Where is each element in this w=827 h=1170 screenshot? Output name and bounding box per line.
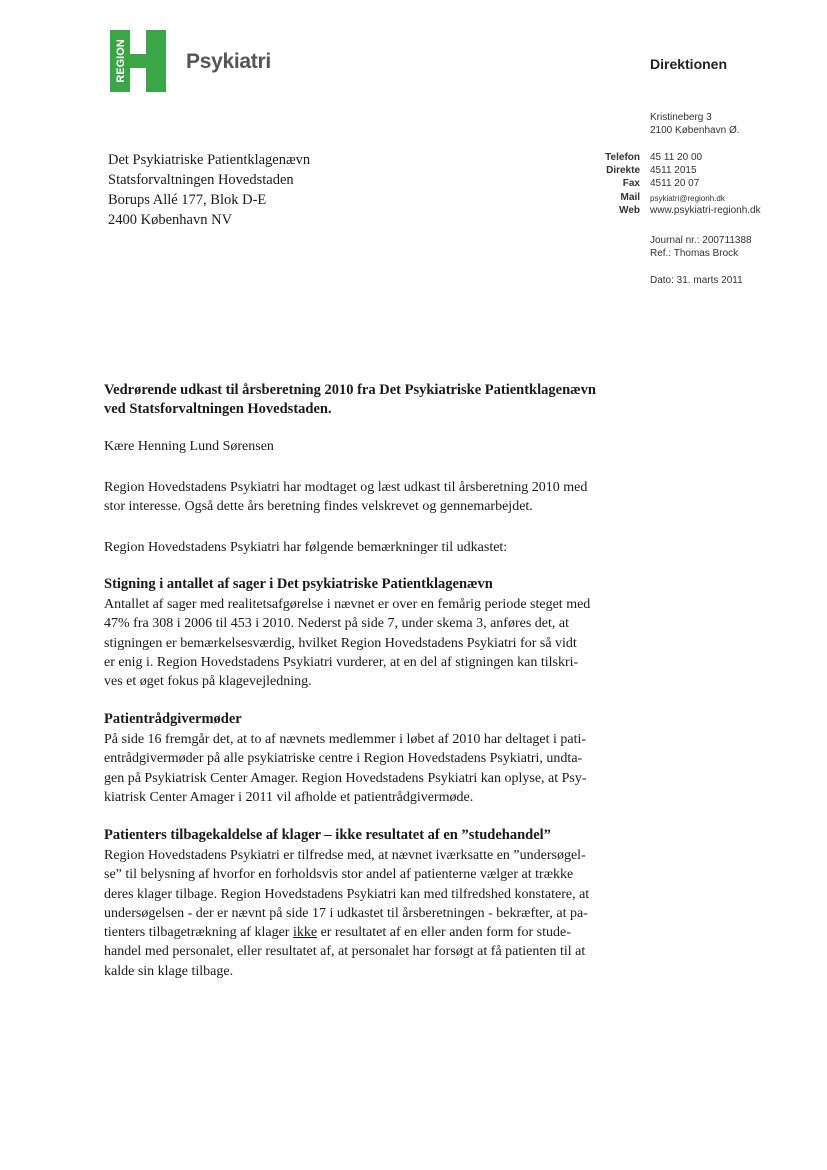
letter-date: Dato: 31. marts 2011 <box>650 275 743 286</box>
body-line: 47% fra 308 i 2006 til 453 i 2010. Nederst på side 7, under skema 3, anføres det, at <box>104 616 570 632</box>
salutation: Kære Henning Lund Sørensen <box>104 439 274 454</box>
body-line: stigningen er bemærkelsesværdig, hvilket Region Hovedstadens Psykiatri for så vidt <box>104 635 577 651</box>
body-line: undersøgelsen - der er nævnt på side 17 i udkastet til årsberetningen - bekræfter, at pa- <box>104 905 588 921</box>
journal-number: Journal nr.: 200711388 <box>650 235 752 246</box>
section-heading-meetings: Patientrådgivermøder <box>104 711 242 727</box>
recipient-address <box>108 150 310 230</box>
section-body-meetings <box>104 730 644 807</box>
contact-value-web: www.psykiatri-regionh.dk <box>650 205 761 216</box>
body-line: entrådgivermøder på alle psykiatriske centre i Region Hovedstadens Psykiatri, undta- <box>104 751 583 767</box>
body-line: Antallet af sager med realitetsafgørelse i nævnet er over en femårig periode steget med <box>104 597 591 612</box>
body-line: Region Hovedstadens Psykiatri er tilfredse med, at nævnet iværksatte en ”undersøgel- <box>104 848 586 863</box>
subject-line: Vedrørende udkast til årsberetning 2010 fra Det Psykiatriske Patientklagenævn <box>104 382 596 398</box>
contact-value-direct: 4511 2015 <box>650 165 697 176</box>
line-text: er resultatet af en eller anden form for stude- <box>317 925 571 941</box>
contact-label-phone: Telefon <box>605 152 640 163</box>
intro-paragraph <box>104 478 644 517</box>
intro-line: Region Hovedstadens Psykiatri har modtaget og læst udkast til årsberetning 2010 med <box>104 480 588 495</box>
recipient-line: Statsforvaltningen Hovedstaden <box>108 172 294 188</box>
contact-value-fax: 4511 20 07 <box>650 178 700 189</box>
section-heading-withdrawal: Patienters tilbagekaldelse af klager – ikke resultatet af en ”studehandel” <box>104 827 551 843</box>
body-line: gen på Psykiatrisk Center Amager. Region Hovedstadens Psykiatri kan oplyse, at Psy- <box>104 770 587 786</box>
logo-text: REGION <box>115 39 127 83</box>
body-line: handel med personalet, eller resultatet af, at personalet har forsøgt at få patienten til at <box>104 944 586 960</box>
recipient-line: Det Psykiatriske Patientklagenævn <box>108 152 311 168</box>
body-line: kalde sin klage tilbage. <box>104 963 234 979</box>
region-logo <box>110 30 166 92</box>
section-body-increase <box>104 595 644 691</box>
section-body-withdrawal <box>104 846 644 981</box>
department: Direktionen <box>650 56 728 72</box>
address-line-2: 2100 København Ø. <box>650 125 740 136</box>
body-line: kiatrisk Center Amager i 2011 vil afholde et patientrådgivermøde. <box>104 789 474 805</box>
org-name: Psykiatri <box>186 50 271 73</box>
body-line: deres klager tilbage. Region Hovedstadens Psykiatri kan med tilfredshed konstatere, at <box>104 886 590 902</box>
recipient-line: 2400 København NV <box>108 212 233 228</box>
reference: Ref.: Thomas Brock <box>650 248 739 259</box>
contact-value-phone: 45 11 20 00 <box>650 152 703 163</box>
body-line-underlined <box>104 923 644 942</box>
line-text: tienters tilbagetrækning af klager <box>104 925 293 941</box>
body-line: På side 16 fremgår det, at to af nævnets medlemmer i løbet af 2010 har deltaget i pati- <box>104 732 587 747</box>
contact-label-web: Web <box>619 205 640 216</box>
contact-label-fax: Fax <box>622 178 640 189</box>
intro-paragraph-2: Region Hovedstadens Psykiatri har følgende bemærkninger til udkastet: <box>104 540 508 555</box>
contact-value-mail: psykiatri@regionh.dk <box>650 194 725 203</box>
underlined-word: ikke <box>292 925 318 941</box>
section-heading-increase: Stigning i antallet af sager i Det psykiatriske Patientklagenævn <box>104 576 493 592</box>
recipient-line: Borups Allé 177, Blok D-E <box>108 192 267 208</box>
intro-line: stor interesse. Også dette års beretning findes velskrevet og gennemarbejdet. <box>104 499 533 515</box>
subject-line: ved Statsforvaltningen Hovedstaden. <box>104 401 332 417</box>
subject <box>104 381 664 419</box>
body-line: ves et øget fokus på klagevejledning. <box>104 674 312 690</box>
contact-label-mail: Mail <box>620 192 640 203</box>
address-line-1: Kristineberg 3 <box>650 112 712 123</box>
body-line: se” til belysning af hvorfor en forholdsvis stor andel af patienterne vælger at trække <box>104 867 574 883</box>
body-line: er enig i. Region Hovedstadens Psykiatri vurderer, at en del af stigningen kan tilskri- <box>104 654 579 670</box>
contact-label-direct: Direkte <box>606 165 640 176</box>
region-h-logo-icon <box>110 30 166 92</box>
